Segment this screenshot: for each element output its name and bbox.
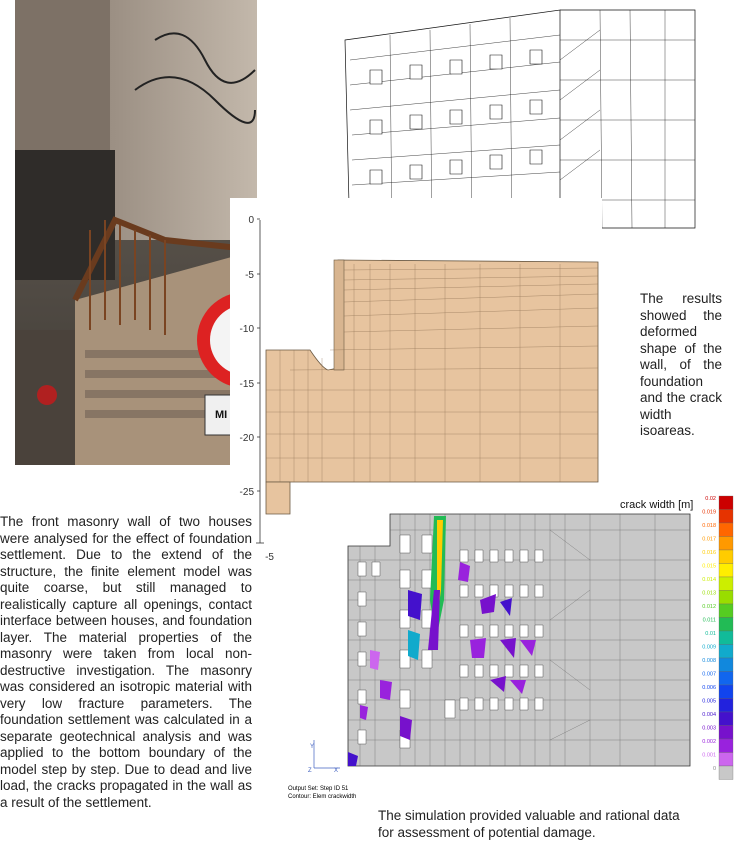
legend-tick-label: 0.019 <box>702 509 716 516</box>
legend-tick-label: 0.006 <box>702 685 716 691</box>
axis-tick-label: -25 <box>239 487 254 498</box>
legend-tick-label: 0.008 <box>702 658 716 664</box>
legend-swatch <box>719 496 733 510</box>
legend-swatch <box>719 753 733 767</box>
axis-z-label: Z <box>308 768 312 774</box>
svg-text:MI: MI <box>215 409 228 421</box>
contour-caption: Contour: Elem crackwidth <box>288 794 357 800</box>
legend-swatch <box>719 577 733 591</box>
legend-tick-label: 0.003 <box>702 725 716 732</box>
legend-tick-label: 0.011 <box>702 617 716 624</box>
axis-tick-label: -10 <box>239 324 254 335</box>
legend-swatch <box>719 604 733 618</box>
legend-tick-label: 0.005 <box>702 698 716 705</box>
results-paragraph: The results showed the deformed shape of the wall, of the foundation and the crack width isoareas. <box>640 291 722 438</box>
legend-title: crack width [m] <box>620 499 694 511</box>
axis-tick-label: -15 <box>239 379 254 390</box>
legend-tick-label: 0.016 <box>702 550 716 556</box>
legend-swatch <box>719 672 733 686</box>
legend-swatch <box>719 510 733 524</box>
legend-tick-label: 0.007 <box>702 671 716 678</box>
site-photo <box>15 0 257 465</box>
legend-swatch <box>719 631 733 645</box>
axis-y-label: Y <box>310 744 315 750</box>
legend-tick-label: 0.013 <box>702 590 716 597</box>
legend-tick-label: 0 <box>712 766 716 772</box>
crack-width-figure <box>288 490 740 800</box>
legend-tick-label: 0.009 <box>702 644 716 651</box>
legend-tick-label: 0.018 <box>702 523 716 529</box>
legend-swatch <box>719 537 733 551</box>
legend-swatch <box>719 618 733 632</box>
legend-swatch <box>719 712 733 726</box>
legend-tick-label: 0.012 <box>702 604 716 610</box>
legend-swatch <box>719 699 733 713</box>
legend-tick-label: 0.017 <box>702 536 716 543</box>
legend-tick-label: 0.015 <box>702 563 716 570</box>
legend-tick-label: 0.014 <box>702 577 716 583</box>
legend-swatch <box>719 523 733 537</box>
legend-tick-label: 0.002 <box>702 739 716 745</box>
legend-swatch <box>719 685 733 699</box>
legend-swatch <box>719 658 733 672</box>
legend-tick-label: 0.01 <box>705 631 716 637</box>
axis-tick-label: -5 <box>265 552 274 563</box>
output-set-caption: Output Set: Step ID 51 <box>288 786 349 792</box>
legend-swatch <box>719 564 733 578</box>
legend-swatch <box>719 550 733 564</box>
legend-swatch <box>719 591 733 605</box>
axis-tick-label: 0 <box>248 215 254 226</box>
legend-tick-label: 0.004 <box>702 712 716 718</box>
axis-tick-label: -20 <box>239 433 254 444</box>
crack-width-legend <box>702 496 733 780</box>
legend-swatch <box>719 766 733 780</box>
legend-swatch <box>719 739 733 753</box>
axis-x-label: X <box>334 768 339 774</box>
legend-swatch <box>719 645 733 659</box>
legend-tick-label: 0.02 <box>705 496 716 502</box>
axis-tick-label: -5 <box>245 270 254 281</box>
simulation-paragraph: The simulation provided valuable and rational data for assessment of potential damage. <box>378 808 680 840</box>
legend-tick-label: 0.001 <box>702 752 716 759</box>
description-paragraph: The front masonry wall of two houses were analysed for the effect of foundation settlement. Due to the extend of the structure, the finite element model was quite coarse, but still managed to realistically capture all openings, contact interface between houses, and foundation layer. The material properties of the masonry were taken from local non-destructive investigation. The masonry was considered an isotropic material with very low fracture parameters. The foundation settlement was calculated in a separate geotechnical analysis and was applied to the bottom boundary of the model step by step. Due to dead and live load, the cracks propagated in the wall as a result of the settlement. <box>0 514 252 810</box>
legend-swatch <box>719 726 733 740</box>
